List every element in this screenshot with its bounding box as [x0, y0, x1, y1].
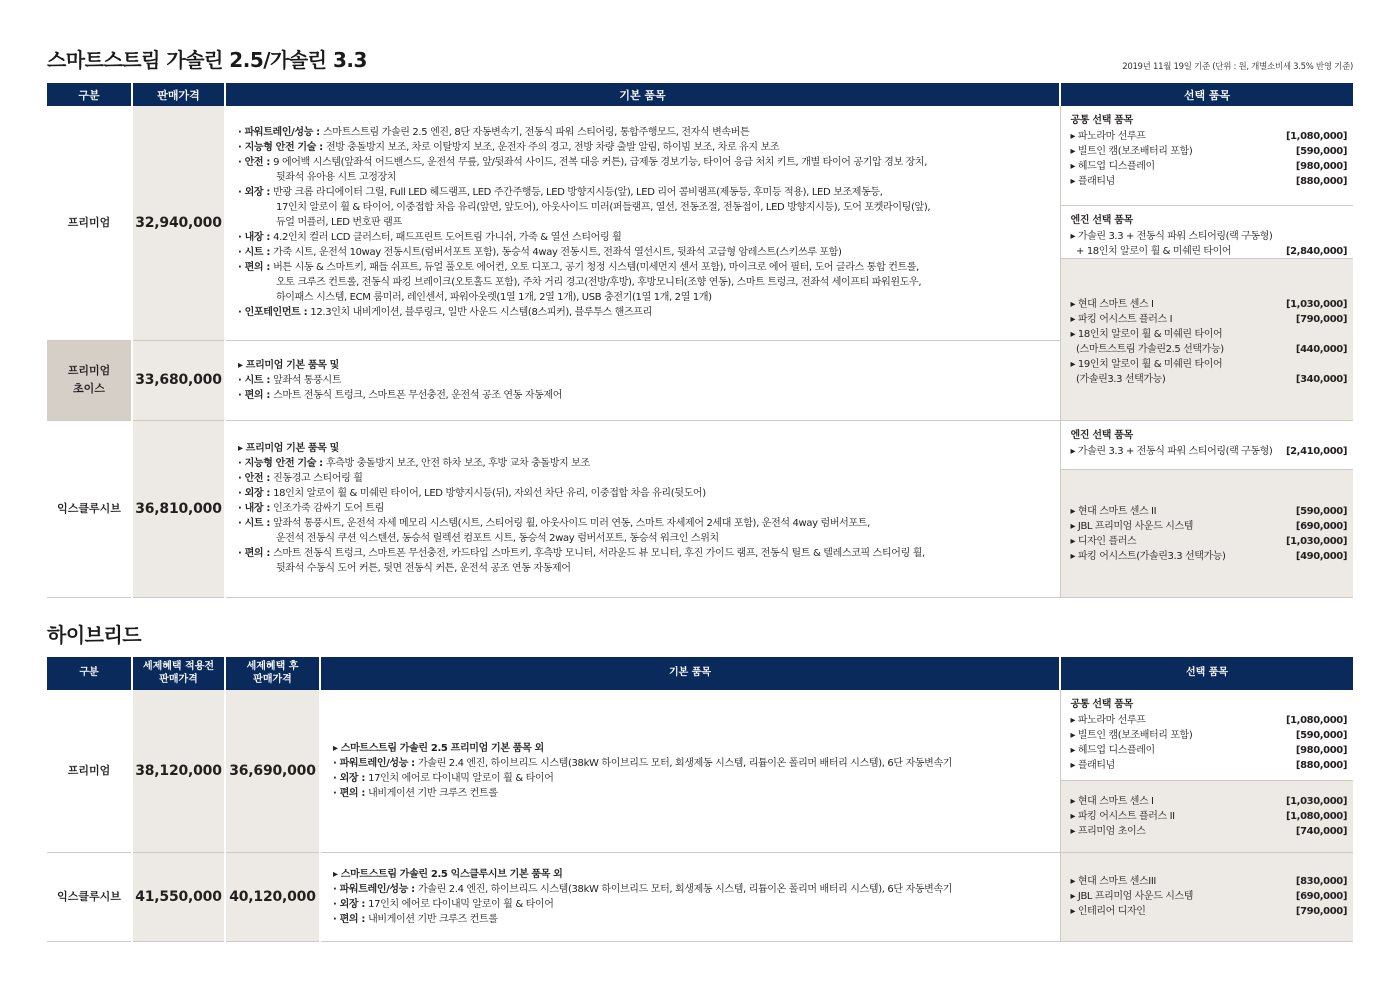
trim-price: 32,940,000	[132, 106, 225, 340]
option-item	[1071, 297, 1348, 312]
basic-item-text: 앞좌석 통풍시트, 운전석 자세 메모리 시스템(시트, 스티어링 휠, 아웃사이드 미러 연동, 스마트 자세제어 2세대 포함), 운전석 4way 럼버서포트,	[273, 518, 870, 529]
basic-item-label: ▸ 스마트스트림 가솔린 2.5 프리미엄 기본 품목 외	[333, 742, 544, 754]
basic-item-text: 9 에어백 시스템(앞좌석 어드밴스드, 운전석 무릎, 앞/뒷좌석 사이드, 전복 대응 커튼), 급제동 경보기능, 타이어 응급 처치 키트, 개별 타이어 공기압 경보 장치,	[273, 157, 928, 169]
trim-name	[47, 106, 132, 340]
option-item	[1071, 159, 1348, 174]
option-block-engine	[1061, 206, 1354, 259]
option-item	[1071, 129, 1348, 144]
option-block-premium	[1061, 259, 1354, 419]
basic-item-line	[238, 200, 1048, 215]
basic-item-text: 12.3인치 내비게이션, 블루링크, 일반 사운드 시스템(8스피커), 블루투스 핸즈프리	[310, 307, 652, 319]
basic-item-label: · 외장 :	[333, 898, 369, 910]
basic-item-line	[238, 501, 1048, 516]
option-item-name: + 18인치 알로이 휠 & 미쉐린 타이어	[1070, 246, 1232, 257]
gasoline-price-table	[47, 83, 1353, 598]
basic-item-line	[333, 741, 1048, 756]
option-item-name: ▸ 현대 스마트 센스III	[1070, 876, 1156, 887]
option-item	[1071, 174, 1348, 189]
option-block-exclusive	[1061, 871, 1354, 922]
hybrid-price-table	[47, 657, 1353, 942]
option-block-title: 엔진 선택 품목	[1070, 429, 1134, 441]
option-item-price: [1,080,000]	[1285, 131, 1347, 142]
basic-item-label: · 파워트레인/성능 :	[238, 127, 323, 139]
basic-item-label: · 외장 :	[238, 488, 274, 499]
basic-item-text: 뒷좌석 수동식 도어 커튼, 뒷면 전동식 커튼, 운전석 공조 연동 자동제어	[276, 563, 571, 574]
option-item-price: [590,000]	[1295, 146, 1347, 157]
basic-item-text: 스마트스트림 가솔린 2.5 엔진, 8단 자동변속기, 전동식 파워 스티어링, 통합주행모드, 전자식 변속버튼	[322, 127, 750, 139]
option-item-price: [340,000]	[1295, 374, 1347, 385]
basic-item-line	[238, 155, 1048, 170]
basic-item-text: 후측방 충돌방지 보조, 안전 하차 보조, 후방 교차 충돌방지 보조	[325, 458, 590, 469]
basic-item-line	[333, 867, 1048, 882]
basic-item-line	[333, 771, 1048, 786]
option-item	[1071, 824, 1348, 839]
option-item-price: [790,000]	[1295, 314, 1347, 325]
option-items	[1060, 106, 1353, 420]
basic-item-label: · 편의 :	[333, 913, 369, 925]
trim-name-line: 초이스	[73, 382, 105, 395]
table-row	[47, 690, 1353, 852]
option-item-name: ▸ 인테리어 디자인	[1070, 906, 1146, 917]
basic-item-line	[238, 125, 1048, 140]
table-row	[47, 852, 1353, 941]
option-item-name: ▸ 가솔린 3.3 + 전동식 파워 스티어링(랙 구동형)	[1070, 445, 1273, 457]
option-items	[1060, 852, 1353, 941]
header-trim: 구분	[47, 83, 132, 106]
basic-item-label: · 시트 :	[238, 247, 274, 259]
option-items	[1060, 420, 1353, 597]
option-block-title: 공통 선택 품목	[1070, 115, 1134, 126]
option-item	[1071, 144, 1348, 159]
basic-item-label: · 지능형 안전 기술 :	[238, 458, 326, 469]
table-row	[47, 106, 1353, 340]
option-item-name: ▸ 19인치 알로이 휠 & 미쉐린 타이어	[1070, 359, 1223, 370]
basic-item-text: 진동경고 스티어링 휠	[273, 473, 363, 484]
option-item	[1071, 342, 1348, 357]
price-before-tax-benefit: 41,550,000	[132, 852, 225, 941]
option-item	[1071, 327, 1348, 342]
price-after-tax-benefit: 40,120,000	[225, 852, 320, 941]
option-item	[1071, 874, 1348, 889]
option-item-price: [1,080,000]	[1285, 811, 1347, 822]
basic-item-text: 스마트 전동식 트렁크, 스마트폰 무선충전, 운전석 공조 연동 자동제어	[273, 389, 563, 401]
basic-item-label: ▸ 프리미엄 기본 품목 및	[238, 443, 339, 454]
basic-item-line	[238, 358, 1048, 373]
basic-item-line	[238, 305, 1048, 320]
basic-item-line	[238, 388, 1048, 403]
basic-item-line	[238, 245, 1048, 260]
option-item-price: [880,000]	[1295, 760, 1347, 771]
basic-item-text: 4.2인치 컬러 LCD 클러스터, 패드프린트 도어트림 가니쉬, 가죽 & 열선 스티어링 휠	[273, 232, 622, 244]
basic-item-text: 뒷좌석 유아용 시트 고정장치	[276, 172, 397, 184]
basic-item-line	[238, 456, 1048, 471]
basic-item-label: · 외장 :	[238, 187, 274, 199]
basic-items	[320, 690, 1060, 852]
header-price-after: 세제혜택 후 판매가격	[225, 657, 320, 690]
basic-item-line	[238, 531, 1048, 546]
option-item-name: ▸ 플래티넘	[1070, 760, 1115, 771]
option-block-exclusive	[1061, 470, 1354, 596]
section-title-gasoline: 스마트스트림 가솔린 2.5/가솔린 3.3	[47, 48, 367, 72]
basic-item-label: ▸ 프리미엄 기본 품목 및	[238, 359, 339, 371]
basic-item-line	[238, 260, 1048, 275]
option-item	[1071, 312, 1348, 327]
option-block-common	[1061, 106, 1354, 206]
option-item	[1071, 244, 1348, 259]
basic-item-line	[333, 756, 1048, 771]
basic-item-text: 전방 충돌방지 보조, 차로 이탈방지 보조, 운전자 주의 경고, 전방 차량 출발 알림, 하이빔 보조, 차로 유지 보조	[325, 142, 780, 154]
option-item-name: ▸ 파노라마 선루프	[1070, 131, 1146, 142]
price-basis-note: 2019년 11월 19일 기준 (단위 : 원, 개별소비세 3.5% 반영 기준)	[1122, 62, 1353, 72]
option-item-name: ▸ 파킹 어시스트(가솔린3.3 선택가능)	[1070, 550, 1226, 562]
basic-items	[225, 106, 1060, 340]
option-item	[1071, 809, 1348, 824]
option-item-name: ▸ 빌트인 캠(보조배터리 포함)	[1070, 146, 1193, 157]
trim-name	[47, 340, 132, 420]
option-item-price: [1,030,000]	[1285, 535, 1347, 547]
basic-item-line	[238, 215, 1048, 230]
trim-name-line: 프리미엄	[67, 763, 111, 777]
basic-item-line	[238, 230, 1048, 245]
trim-name-line: 익스클루시브	[57, 889, 121, 903]
basic-item-line	[238, 275, 1048, 290]
option-block-title: 공통 선택 품목	[1070, 699, 1134, 710]
option-item-price: [830,000]	[1295, 876, 1347, 887]
option-item	[1071, 444, 1348, 459]
header-basic-items: 기본 품목	[225, 83, 1060, 106]
option-item-price: [690,000]	[1295, 891, 1347, 902]
header-option-items: 선택 품목	[1060, 657, 1353, 690]
basic-items	[320, 852, 1060, 941]
trim-price: 36,810,000	[132, 420, 225, 597]
price-before-tax-benefit: 38,120,000	[132, 690, 225, 852]
basic-items	[225, 340, 1060, 420]
basic-item-text: 내비게이션 기반 크루즈 컨트롤	[368, 787, 498, 799]
option-item	[1071, 504, 1348, 519]
option-item-name: ▸ 헤드업 디스플레이	[1070, 161, 1155, 172]
option-item	[1071, 229, 1348, 244]
option-item-name: ▸ 플래티넘	[1070, 176, 1115, 187]
basic-item-label: · 지능형 안전 기술 :	[238, 142, 326, 154]
basic-item-text: 17인치 알로이 휠 & 타이어, 이중접합 차음 유리(앞면, 앞도어), 아웃사이드 미러(퍼들램프, 열선, 전동조절, 전동접이, LED 방향지시등), 도어 포켓라이팅(앞),	[276, 202, 931, 214]
basic-item-line	[333, 912, 1048, 927]
trim-name	[47, 420, 132, 597]
option-item-name: (스마트스트림 가솔린2.5 선택가능)	[1070, 344, 1224, 355]
option-item-price: [690,000]	[1295, 520, 1347, 532]
table-row	[47, 420, 1353, 597]
basic-item-line	[333, 897, 1048, 912]
option-item	[1071, 794, 1348, 809]
basic-item-line	[238, 373, 1048, 388]
option-item	[1071, 372, 1348, 387]
option-item-name: ▸ 파노라마 선루프	[1070, 715, 1146, 726]
basic-item-text: 반광 크롬 라디에이터 그릴, Full LED 헤드램프, LED 주간주행등, LED 방향지시등(앞), LED 리어 콤비램프(제동등, 후미등 적용), LED 보조제동등,	[273, 187, 883, 199]
basic-item-text: 운전석 전동식 쿠션 익스텐션, 동승석 릴렉션 컴포트 시트, 동승석 2way 럼버서포트, 동승석 워크인 스위치	[276, 533, 719, 544]
basic-item-line	[333, 786, 1048, 801]
basic-item-text: 하이패스 시스템, ECM 룸미러, 레인센서, 파워아웃렛(1열 1개, 2열 1개), USB 충전기(1열 1개, 2열 1개)	[276, 292, 712, 304]
basic-item-text: 가솔린 2.4 엔진, 하이브리드 시스템(38kW 하이브리드 모터, 회생제동 시스템, 리튬이온 폴리머 배터리 시스템), 6단 자동변속기	[417, 883, 953, 895]
basic-item-label: · 파워트레인/성능 :	[333, 883, 418, 895]
option-item-price: [590,000]	[1295, 730, 1347, 741]
option-item-name: ▸ JBL 프리미엄 사운드 시스템	[1070, 520, 1194, 532]
trim-name-line: 익스클루시브	[57, 501, 121, 515]
option-item	[1071, 357, 1348, 372]
option-item	[1071, 519, 1348, 534]
option-item-price: [740,000]	[1295, 826, 1347, 837]
option-item	[1071, 758, 1348, 773]
price-after-tax-benefit: 36,690,000	[225, 690, 320, 852]
basic-item-label: ▸ 스마트스트림 가솔린 2.5 익스클루시브 기본 품목 외	[333, 868, 563, 880]
trim-name-line: 프리미엄	[67, 364, 111, 378]
trim-name	[47, 852, 132, 941]
option-item	[1071, 534, 1348, 549]
option-item-name: ▸ 디자인 플러스	[1070, 535, 1137, 547]
basic-item-text: 18인치 알로이 휠 & 미쉐린 타이어, LED 방향지시등(뒤), 자외선 차단 유리, 이중접합 차음 유리(뒷도어)	[273, 488, 706, 499]
option-item-price: [2,840,000]	[1285, 246, 1347, 257]
option-block-premium	[1061, 781, 1354, 851]
option-item-price: [980,000]	[1295, 161, 1347, 172]
header-price: 판매가격	[132, 83, 225, 106]
basic-item-line	[333, 882, 1048, 897]
basic-item-label: · 내장 :	[238, 503, 274, 514]
basic-item-label: · 안전 :	[238, 473, 274, 484]
basic-item-label: · 안전 :	[238, 157, 274, 169]
basic-item-text: 내비게이션 기반 크루즈 컨트롤	[368, 913, 498, 925]
basic-item-text: 가죽 시트, 운전석 10way 전동시트(럼버서포트 포함), 동승석 4way 전동시트, 전좌석 열선시트, 뒷좌석 고급형 암레스트(스키쓰루 포함)	[273, 247, 842, 259]
trim-name	[47, 690, 132, 852]
option-block-engine	[1061, 421, 1354, 470]
basic-item-line	[238, 561, 1048, 576]
option-item-name: ▸ 빌트인 캠(보조배터리 포함)	[1070, 730, 1193, 741]
option-item-price: [880,000]	[1295, 176, 1347, 187]
basic-item-text: 버튼 시동 & 스마트키, 패들 쉬프트, 듀얼 풀오토 에어컨, 오토 디포그, 공기 청정 시스템(미세먼지 센서 포함), 마이크로 에어 필터, 도어 글라스 통합 컨트롤,	[273, 262, 919, 274]
option-item-name: ▸ 가솔린 3.3 + 전동식 파워 스티어링(랙 구동형)	[1070, 231, 1273, 242]
option-item	[1071, 713, 1348, 728]
option-item	[1071, 728, 1348, 743]
option-item-name: ▸ 파킹 어시스트 플러스 II	[1070, 811, 1175, 822]
basic-items	[225, 420, 1060, 597]
option-item-name: (가솔린3.3 선택가능)	[1070, 374, 1166, 385]
basic-item-text: 17인치 에어로 다이내믹 알로이 휠 & 타이어	[368, 898, 554, 910]
basic-item-text: 스마트 전동식 트렁크, 스마트폰 무선충전, 카드타입 스마트키, 후측방 모니터, 서라운드 뷰 모니터, 후진 가이드 램프, 전동식 틸트 & 텔레스코픽 스티어링 휠,	[273, 548, 925, 559]
option-item	[1071, 743, 1348, 758]
basic-item-text: 가솔린 2.4 엔진, 하이브리드 시스템(38kW 하이브리드 모터, 회생제동 시스템, 리튬이온 폴리머 배터리 시스템), 6단 자동변속기	[417, 757, 953, 769]
basic-item-text: 인조가죽 감싸기 도어 트림	[273, 503, 385, 514]
option-block-title: 엔진 선택 품목	[1070, 215, 1134, 226]
header-basic-items: 기본 품목	[320, 657, 1060, 690]
basic-item-text: 17인치 에어로 다이내믹 알로이 휠 & 타이어	[368, 772, 554, 784]
basic-item-label: · 파워트레인/성능 :	[333, 757, 418, 769]
basic-item-label: · 인포테인먼트 :	[238, 307, 311, 319]
basic-item-text: 앞좌석 통풍시트	[273, 374, 342, 386]
basic-item-line	[238, 471, 1048, 486]
option-item-name: ▸ 헤드업 디스플레이	[1070, 745, 1155, 756]
basic-item-label: · 내장 :	[238, 232, 274, 244]
basic-item-label: · 편의 :	[333, 787, 369, 799]
option-item-name: ▸ 파킹 어시스트 플러스 I	[1070, 314, 1173, 325]
header-option-items: 선택 품목	[1060, 83, 1353, 106]
option-item	[1071, 889, 1348, 904]
basic-item-text: 오토 크루즈 컨트롤, 전동식 파킹 브레이크(오토홀드 포함), 주차 거리 경고(전방/후방), 후방모니터(조향 연동), 스마트 트렁크, 전좌석 세이프티 파워윈도우,	[276, 277, 922, 289]
basic-item-label: · 편의 :	[238, 389, 274, 401]
option-item-name: ▸ JBL 프리미엄 사운드 시스템	[1070, 891, 1194, 902]
option-item	[1071, 904, 1348, 919]
option-item-price: [440,000]	[1295, 344, 1347, 355]
option-item-price: [1,030,000]	[1285, 796, 1347, 807]
basic-item-text: 듀얼 머플러, LED 번호판 램프	[276, 217, 402, 229]
basic-item-line	[238, 516, 1048, 531]
trim-price: 33,680,000	[132, 340, 225, 420]
basic-item-line	[238, 441, 1048, 456]
option-item-price: [490,000]	[1295, 550, 1347, 562]
basic-item-line	[238, 140, 1048, 155]
basic-item-line	[238, 546, 1048, 561]
basic-item-label: · 편의 :	[238, 262, 274, 274]
option-item-price: [2,410,000]	[1285, 445, 1347, 457]
option-item-price: [1,080,000]	[1285, 715, 1347, 726]
option-items	[1060, 690, 1353, 852]
header-trim: 구분	[47, 657, 132, 690]
option-item-price: [1,030,000]	[1285, 299, 1347, 310]
section-title-hybrid: 하이브리드	[47, 623, 142, 647]
option-item-price: [790,000]	[1295, 906, 1347, 917]
basic-item-label: · 외장 :	[333, 772, 369, 784]
basic-item-line	[238, 185, 1048, 200]
trim-name-line: 프리미엄	[67, 215, 111, 229]
basic-item-line	[238, 486, 1048, 501]
basic-item-label: · 편의 :	[238, 548, 274, 559]
option-item	[1071, 549, 1348, 564]
basic-item-label: · 시트 :	[238, 374, 274, 386]
option-item-price: [590,000]	[1295, 505, 1347, 517]
basic-item-label: · 시트 :	[238, 518, 274, 529]
basic-item-line	[238, 290, 1048, 305]
option-item-name: ▸ 프리미엄 초이스	[1070, 826, 1146, 837]
header-price-before: 세제혜택 적용전 판매가격	[132, 657, 225, 690]
option-item-name: ▸ 18인치 알로이 휠 & 미쉐린 타이어	[1070, 329, 1223, 340]
option-item-name: ▸ 현대 스마트 센스 I	[1070, 796, 1154, 807]
option-block-common	[1061, 690, 1354, 781]
basic-item-line	[238, 170, 1048, 185]
option-item-name: ▸ 현대 스마트 센스 II	[1070, 505, 1157, 517]
option-item-price: [980,000]	[1295, 745, 1347, 756]
option-item-name: ▸ 현대 스마트 센스 I	[1070, 299, 1154, 310]
